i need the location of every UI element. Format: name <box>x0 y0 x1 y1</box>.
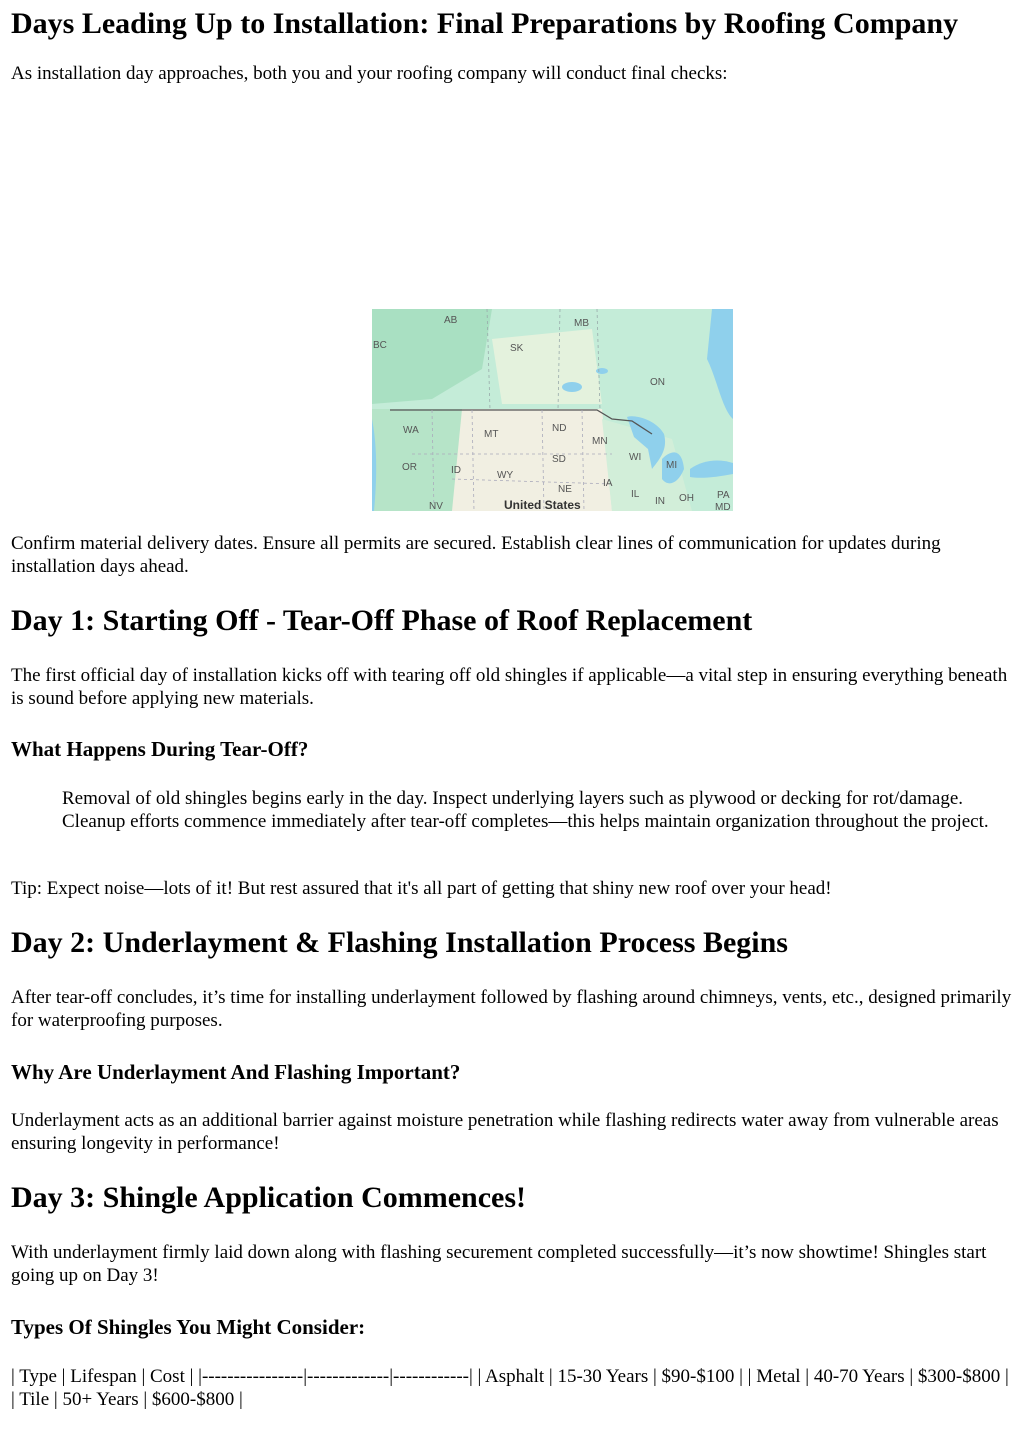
map-label-nv: NV <box>429 501 443 511</box>
map-label-id: ID <box>451 465 461 476</box>
map-label-ab: AB <box>444 315 458 326</box>
map-label-oh: OH <box>679 493 694 504</box>
day1-tip: Tip: Expect noise—lots of it! But rest assured that it's all part of getting that shiny new roof over your head! <box>11 878 832 899</box>
map-label-nd: ND <box>552 423 567 434</box>
map-label-mi: MI <box>666 460 678 471</box>
day2-detail: Underlayment acts as an additional barrier against moisture penetration while flashing redirects water away from vulnerable areas ensuring longevity in performance! <box>11 1110 999 1154</box>
day1-paragraph: The first official day of installation kicks off with tearing off old shingles if applicable—a vital step in ensuring everything beneath is sound before applying new materials. <box>11 665 1008 709</box>
day1-heading: Day 1: Starting Off - Tear-Off Phase of Roof Replacement <box>11 604 753 637</box>
day2-subheading: Why Are Underlayment And Flashing Important? <box>11 1060 461 1084</box>
intro-paragraph: As installation day approaches, both you and your roofing company will conduct final checks: <box>11 63 728 84</box>
shingle-table-text: | Type | Lifespan | Cost | |----------------|-------------|------------| | Asphalt | 15-30 Years | $90-$100 | | Metal | 40-70 Years | $300-$800 | | Tile | 50+ Years | $600-$800 | <box>11 1366 1009 1410</box>
map-label-sd: SD <box>552 454 566 465</box>
map-label-mt: MT <box>484 429 499 440</box>
day3-heading: Day 3: Shingle Application Commences! <box>11 1181 527 1214</box>
map-label-il: IL <box>631 489 640 500</box>
map-label-md: MD <box>715 502 731 511</box>
map-label-sk: SK <box>510 343 524 354</box>
day1-subheading: What Happens During Tear-Off? <box>11 737 309 761</box>
day2-heading: Day 2: Underlayment & Flashing Installation Process Begins <box>11 926 788 959</box>
map-label-bc: BC <box>373 340 387 351</box>
day2-paragraph: After tear-off concludes, it’s time for installing underlayment followed by flashing around chimneys, vents, etc., designed primarily for waterproofing purposes. <box>11 987 1012 1031</box>
map-label-wa: WA <box>403 425 419 436</box>
map-label-wy: WY <box>497 470 514 481</box>
map-label-in: IN <box>655 496 665 507</box>
map-country-label: United States <box>504 498 581 511</box>
map-label-mb: MB <box>574 318 589 329</box>
map-label-mn: MN <box>592 436 608 447</box>
map-image[interactable] <box>372 309 733 511</box>
map-label-on: ON <box>650 377 665 388</box>
map-graphic <box>372 309 733 511</box>
page-title: Days Leading Up to Installation: Final Preparations by Roofing Company <box>11 7 959 40</box>
day3-paragraph: With underlayment firmly laid down along with flashing securement completed successfully—it’s now showtime! Shingles start going up on Day 3! <box>11 1242 987 1286</box>
prep-paragraph: Confirm material delivery dates. Ensure all permits are secured. Establish clear lines of communication for updates during installation days ahead. <box>11 533 941 577</box>
day1-blockquote: Removal of old shingles begins early in the day. Inspect underlying layers such as plywood or decking for rot/damage. Cleanup efforts commence immediately after tear-off completes—this helps maintain organization throughout the project. <box>62 788 989 832</box>
map-label-wi: WI <box>629 452 642 463</box>
map-label-or: OR <box>402 462 417 473</box>
map-label-ia: IA <box>603 478 613 489</box>
map-label-pa: PA <box>717 490 730 501</box>
map-label-ne: NE <box>558 484 572 495</box>
day3-subheading: Types Of Shingles You Might Consider: <box>11 1315 366 1339</box>
